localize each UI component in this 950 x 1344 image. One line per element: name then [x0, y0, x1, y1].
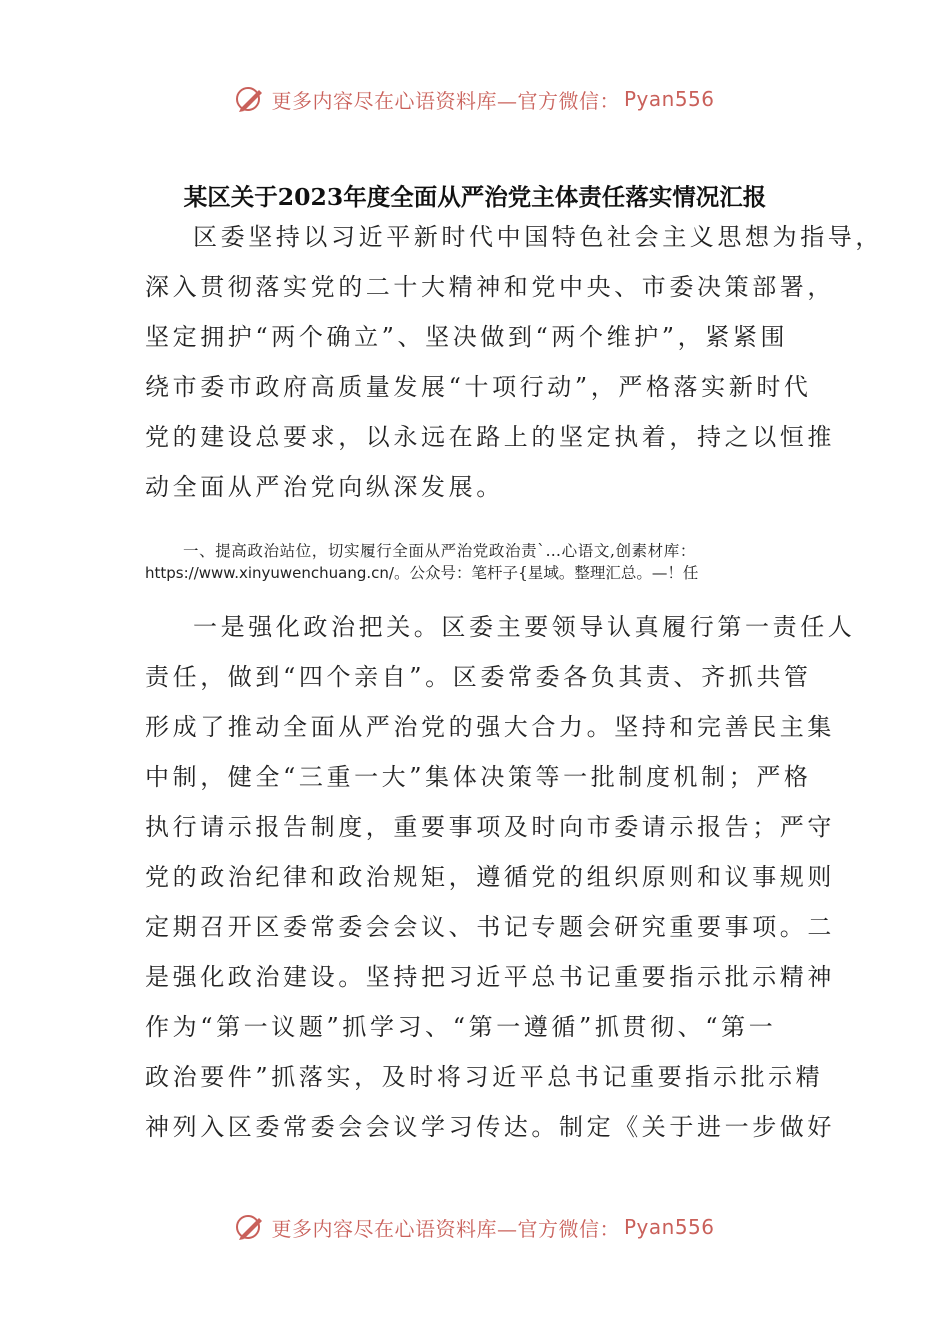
watermark-text: 更多内容尽在心语资料库—官方微信： — [271, 1216, 620, 1241]
text-line: 深入贯彻落实党的二十大精神和党中央、市委决策部署， — [145, 273, 835, 301]
text-line: 一是强化政治把关。区委主要领导认真履行第一责任人 — [193, 613, 856, 641]
text-line: 责任，做到“四个亲自”。区委常委各负其责、齐抓共管 — [145, 663, 812, 691]
watermark-header — [0, 84, 950, 114]
section-heading-line — [145, 562, 810, 584]
body-paragraph — [145, 602, 856, 1152]
text-line: 中制，健全“三重一大”集体决策等一批制度机制；严格 — [145, 763, 812, 791]
text-line: 党的政治纪律和政治规矩，遵循党的组织原则和议事规则 — [145, 863, 835, 891]
text-line: 绕市委市政府高质量发展“十项行动”，严格落实新时代 — [145, 373, 812, 401]
pen-logo-icon — [235, 1212, 265, 1242]
watermark-handle: Pyan556 — [623, 1215, 715, 1239]
text-line: 动全面从严治党向纵深发展。 — [145, 473, 504, 501]
source-url: https://www.xinyuwenchuang.cn/ — [145, 564, 394, 582]
watermark-handle: Pyan556 — [623, 87, 715, 111]
section-heading-rest: 。公众号：笔杆子{星域。整理汇总。—！任 — [393, 564, 699, 582]
section-heading — [145, 540, 810, 584]
text-line: 定期召开区委常委会会议、书记专题会研究重要事项。二 — [145, 913, 835, 941]
text-line: 形成了推动全面从严治党的强大合力。坚持和完善民主集 — [145, 713, 835, 741]
text-line: 神列入区委常委会会议学习传达。制定《关于进一步做好 — [145, 1113, 835, 1141]
text-line: 党的建设总要求，以永远在路上的坚定执着，持之以恒推 — [145, 423, 835, 451]
text-line: 坚定拥护“两个确立”、坚决做到“两个维护”，紧紧围 — [145, 323, 789, 351]
text-line: 区委坚持以习近平新时代中国特色社会主义思想为指导， — [193, 223, 883, 251]
text-line: 是强化政治建设。坚持把习近平总书记重要指示批示精神 — [145, 963, 835, 991]
text-line: 政治要件”抓落实，及时将习近平总书记重要指示批示精 — [145, 1063, 824, 1091]
text-line: 作为“第一议题”抓学习、“第一遵循”抓贯彻、“第一 — [145, 1013, 777, 1041]
watermark-footer — [0, 1212, 950, 1242]
intro-paragraph — [145, 212, 883, 512]
text-line: 执行请示报告制度，重要事项及时向市委请示报告；严守 — [145, 813, 835, 841]
document-title: 某区关于2023年度全面从严治党主体责任落实情况汇报 — [183, 183, 767, 211]
watermark-text: 更多内容尽在心语资料库—官方微信： — [271, 88, 620, 113]
pen-logo-icon — [235, 84, 265, 114]
section-heading-line: 一、提高政治站位，切实履行全面从严治党政治责`…心语文,创素材库： — [183, 542, 696, 560]
